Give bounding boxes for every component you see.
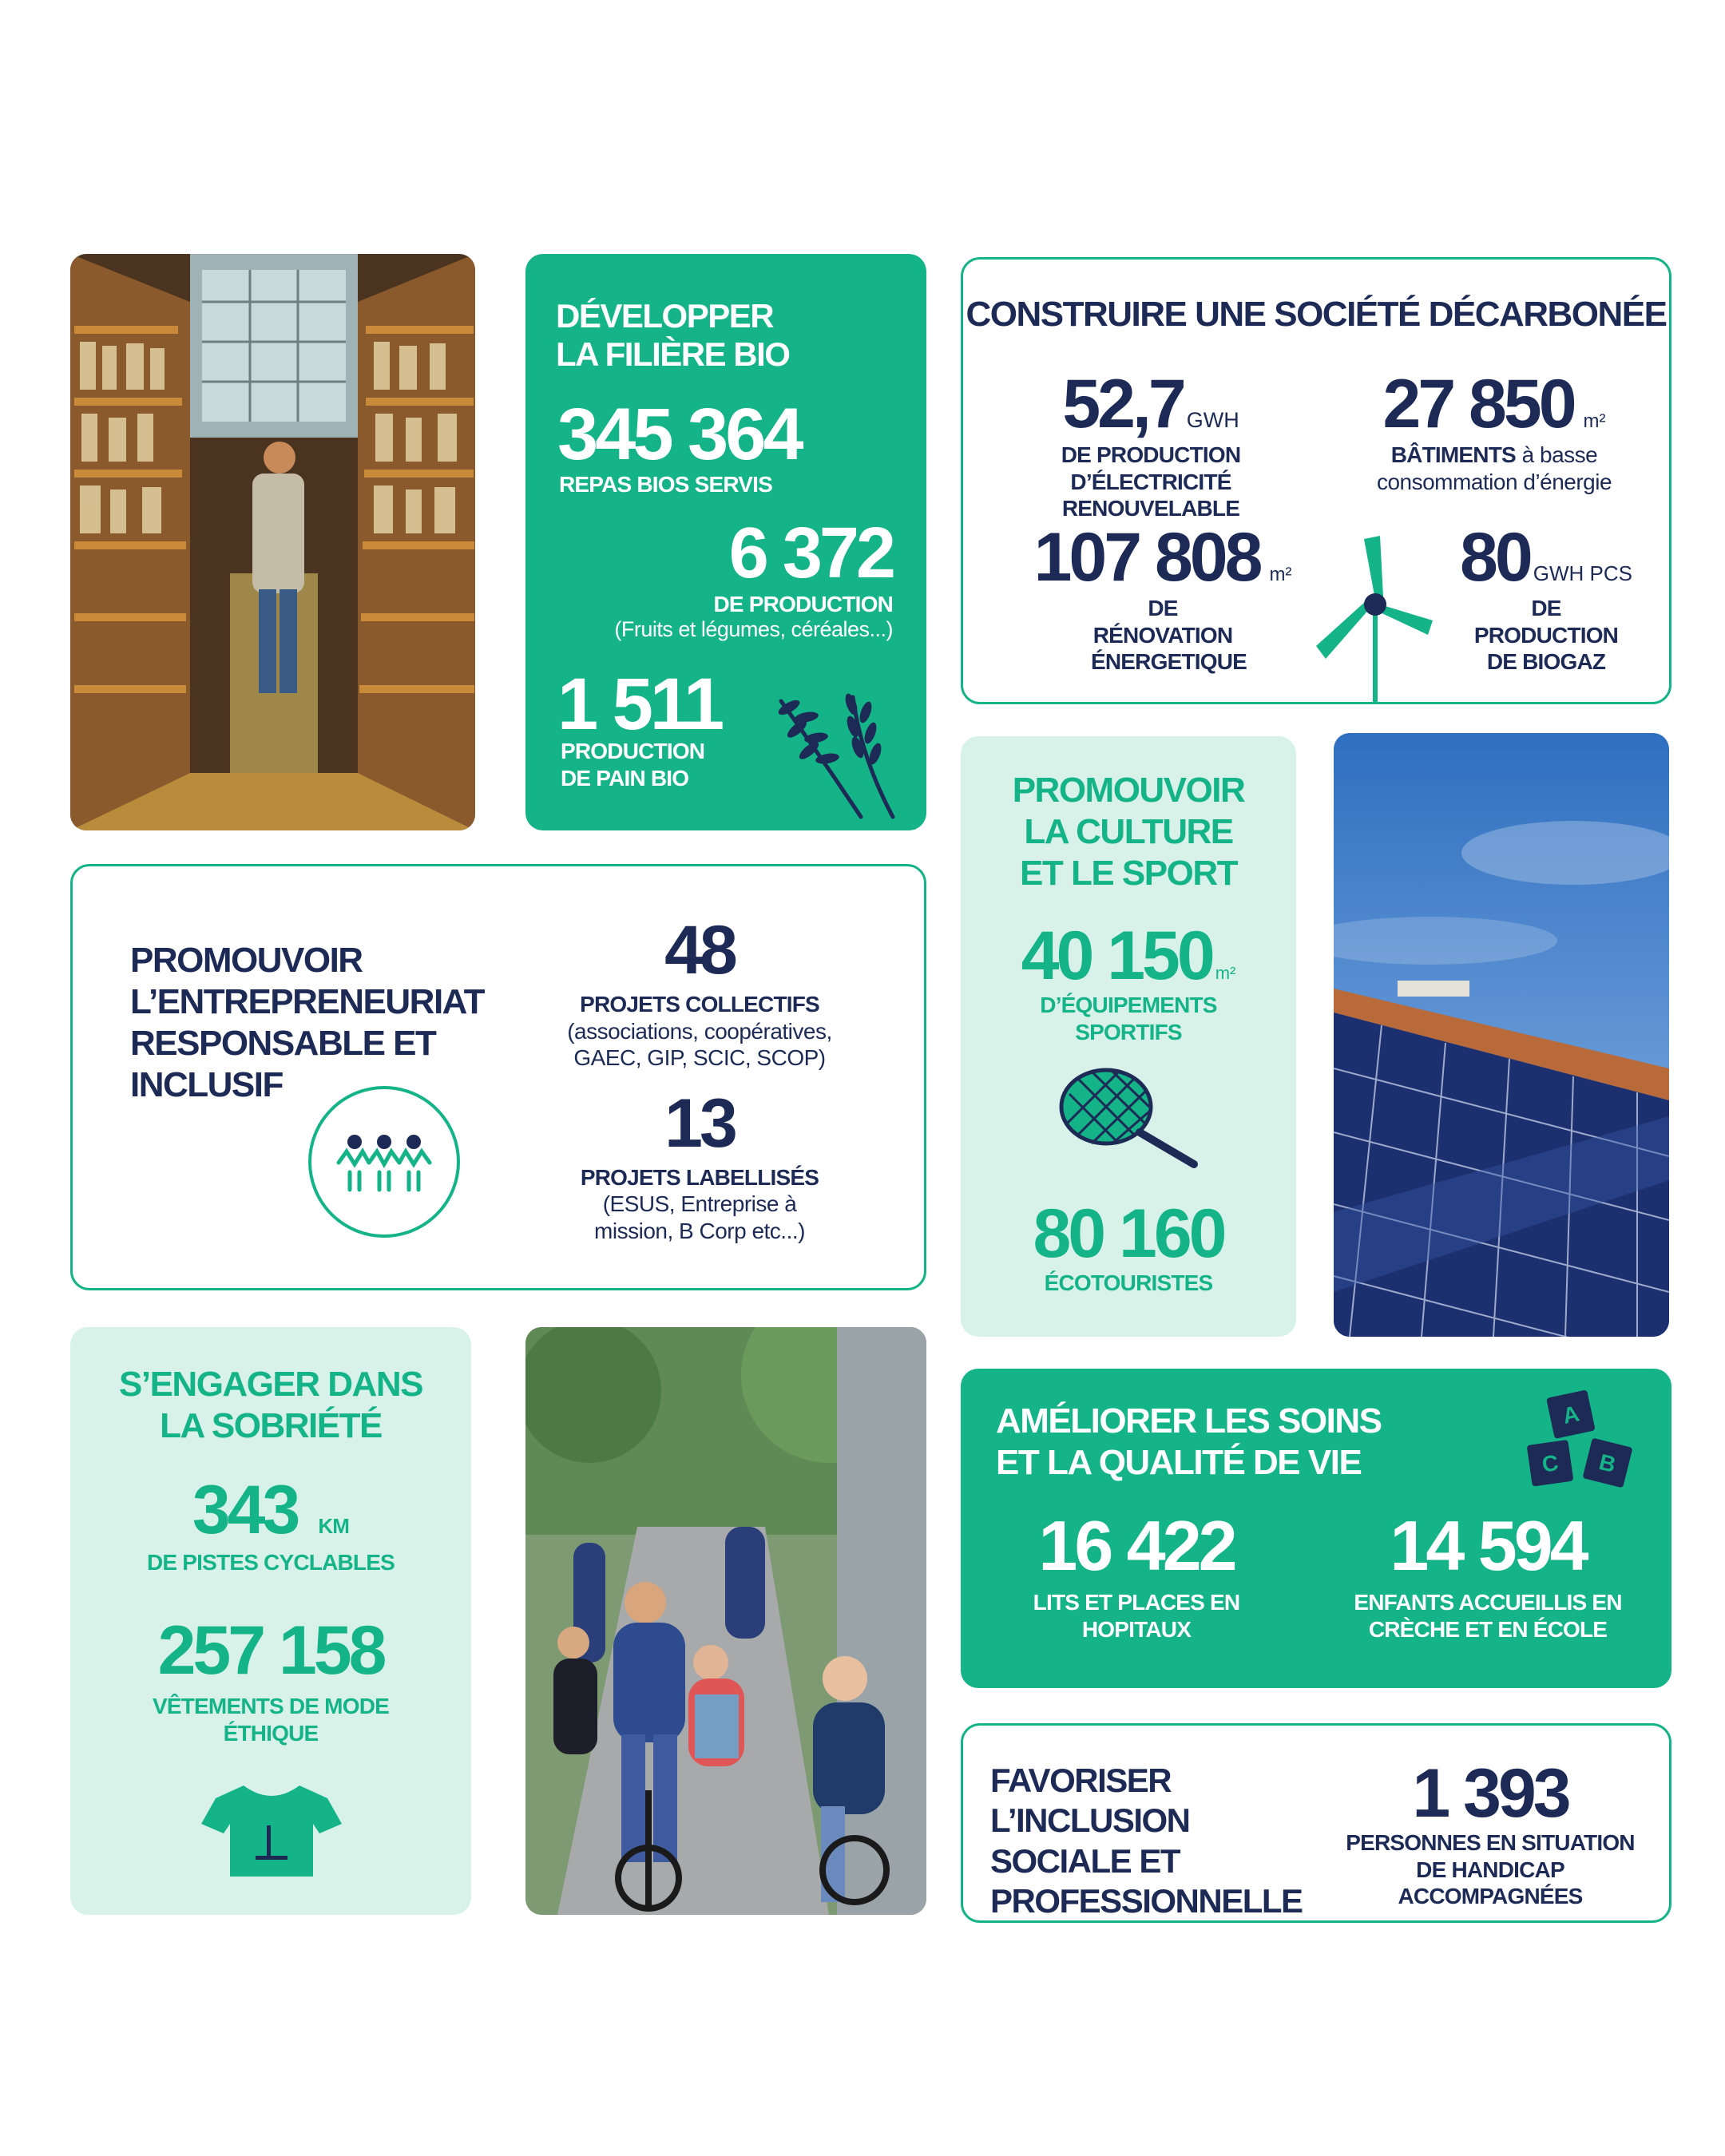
sobriete-card (70, 1327, 471, 1915)
soins-kids-value: 14 594 (1390, 1506, 1586, 1585)
inclusion-value: 1 393 (1412, 1755, 1568, 1832)
decarb-reno-label: DE RÉNOVATION ÉNERGETIQUE (1091, 596, 1247, 675)
entrepreneur-stats (552, 912, 847, 1245)
inclusion-title: FAVORISER L’INCLUSION SOCIALE ET PROFESSIONNELLE (990, 1762, 1303, 1920)
sobriete-clothes-value: 257 158 (157, 1612, 384, 1689)
wheat-icon (765, 685, 901, 825)
bio-meals-label: REPAS BIOS SERVIS (559, 472, 773, 497)
sobriete-km-block (70, 1472, 471, 1548)
tshirt-icon (200, 1782, 343, 1878)
soins-title: AMÉLIORER LES SOINS ET LA QUALITÉ DE VIE (996, 1401, 1382, 1482)
decarb-reno-unit: m² (1269, 564, 1292, 585)
entrepreneur-collective-value: 48 (664, 912, 735, 989)
decarb-reno-block (1011, 519, 1315, 676)
entrepreneur-labelled-label: PROJETS LABELLISÉS (580, 1164, 819, 1190)
decarb-bldg-value: 27 850 (1382, 366, 1574, 442)
bio-meals-value: 345 364 (557, 394, 801, 475)
sobriete-km-value: 343 (192, 1472, 298, 1548)
decarb-title: CONSTRUIRE UNE SOCIÉTÉ DÉCARBONÉE (966, 295, 1667, 334)
grocery-store-photo (70, 254, 475, 830)
entrepreneur-collective-sub: (associations, coopératives, GAEC, GIP, SCIC, SCOP) (567, 1018, 832, 1071)
decarb-bldg-label: BÂTIMENTS (1390, 442, 1516, 467)
decarb-biogaz-label: DE PRODUCTION DE BIOGAZ (1473, 596, 1619, 675)
decarb-elec-block (995, 366, 1307, 522)
decarb-card (961, 257, 1671, 704)
people-group-icon (308, 1086, 460, 1238)
culture-title: PROMOUVOIR LA CULTURE ET LE SPORT (1012, 771, 1245, 893)
decarb-bldg-unit: m² (1583, 410, 1606, 432)
abc-blocks-icon (1520, 1383, 1648, 1503)
culture-card (961, 736, 1296, 1337)
decarb-biogaz-block (1434, 519, 1658, 676)
sobriete-clothes-label: VÊTEMENTS DE MODE ÉTHIQUE (153, 1694, 389, 1746)
culture-equip-block (961, 917, 1296, 994)
bio-prod-value: 6 372 (728, 513, 893, 593)
culture-equip-unit: m² (1215, 963, 1236, 983)
decarb-elec-value: 52,7 (1062, 366, 1184, 442)
tennis-racket-icon (1053, 1062, 1205, 1174)
culture-equip-label: D’ÉQUIPEMENTS SPORTIFS (1040, 993, 1217, 1044)
soins-kids-label: ENFANTS ACCUEILLIS EN CRÈCHE ET EN ÉCOLE (1354, 1590, 1622, 1642)
culture-eco-value: 80 160 (1033, 1195, 1224, 1272)
sobriete-title: S’ENGAGER DANS LA SOBRIÉTÉ (119, 1365, 422, 1445)
inclusion-card (961, 1723, 1671, 1923)
bio-bread-label: PRODUCTION DE PAIN BIO (561, 739, 705, 791)
decarb-elec-unit: GWH (1186, 408, 1239, 432)
soins-beds-value: 16 422 (1038, 1506, 1235, 1585)
decarb-bldg-block (1338, 366, 1650, 495)
cyclists-photo (525, 1327, 926, 1915)
decarb-biogaz-value: 80 (1460, 519, 1530, 596)
entrepreneur-labelled-sub: (ESUS, Entreprise à mission, B Corp etc...) (594, 1191, 805, 1243)
decarb-reno-value: 107 808 (1033, 519, 1260, 596)
abc-block-c: C (1540, 1450, 1560, 1477)
sobriete-km-unit: KM (318, 1514, 350, 1538)
culture-eco-label: ÉCOTOURISTES (1044, 1270, 1213, 1295)
soins-card (961, 1369, 1671, 1688)
entrepreneur-labelled-value: 13 (664, 1084, 735, 1162)
wind-turbine-icon (1315, 531, 1442, 704)
decarb-bldg-label-rest: à basse (1521, 442, 1598, 467)
decarb-elec-label: DE PRODUCTION D’ÉLECTRICITÉ RENOUVELABLE (1061, 442, 1241, 521)
bio-title: DÉVELOPPER LA FILIÈRE BIO (556, 297, 790, 373)
entrepreneur-title: PROMOUVOIR L’ENTREPRENEURIAT RESPONSABLE ET INCLUSIF (130, 941, 485, 1104)
decarb-bldg-sub: consommation d’énergie (1376, 469, 1612, 494)
abc-block-b: B (1596, 1449, 1619, 1477)
entrepreneur-collective-label: PROJETS COLLECTIFS (580, 992, 819, 1017)
culture-equip-value: 40 150 (1021, 917, 1212, 994)
inclusion-label: PERSONNES EN SITUATION DE HANDICAP ACCOMPAGNÉES (1346, 1830, 1635, 1909)
solar-panels-photo (1334, 733, 1669, 1337)
decarb-biogaz-unit: GWH PCS (1533, 561, 1632, 585)
bio-prod-label: DE PRODUCTION (713, 592, 893, 616)
sobriete-km-label: DE PISTES CYCLABLES (147, 1550, 395, 1575)
bio-bread-value: 1 511 (557, 664, 722, 745)
abc-block-a: A (1560, 1401, 1582, 1429)
soins-beds-label: LITS ET PLACES EN HOPITAUX (1033, 1590, 1240, 1642)
bio-prod-sub: (Fruits et légumes, céréales...) (614, 617, 893, 641)
bio-card (525, 254, 926, 830)
entrepreneur-card (70, 864, 926, 1290)
